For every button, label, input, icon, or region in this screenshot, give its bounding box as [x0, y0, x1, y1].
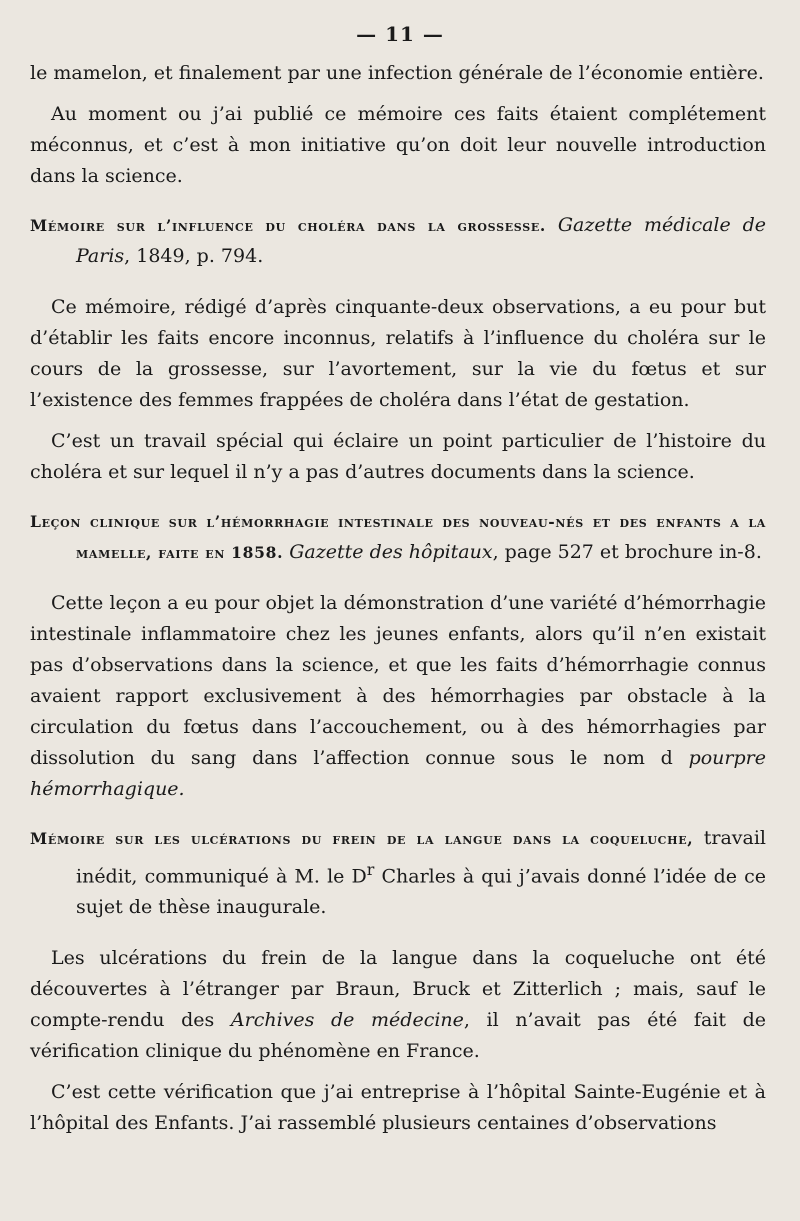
- entry-reference: , 1849, p. 794.: [124, 245, 264, 267]
- paragraph-cholera-summary: Ce mémoire, rédigé d’après cinquante-deux observations, a eu pour but d’établir les faits encore inconnus, relatifs à l’influence du choléra sur le cours de la grossesse, sur l’avortement, sur la vie du fœtus et sur l’existence des femmes frappées de choléra dans l’état de gestation.: [30, 296, 766, 411]
- entry-text: travail inédit, communiqué à M. le D: [76, 827, 766, 888]
- entry-heading-cholera: [30, 210, 766, 272]
- entry-title: Mémoire sur les ulcérations du frein de la langue dans la coqueluche,: [30, 829, 694, 848]
- entry-title: Leçon clinique sur l’hémorrhagie intestinale des nouveau-nés et des enfants a la mamelle, faite en 1858.: [30, 512, 766, 562]
- paragraph-publication-note: Au moment ou j’ai publié ce mémoire ces faits étaient complétement méconnus, et c’est à mon initiative qu’on doit leur nouvelle introduction dans la science.: [30, 103, 766, 187]
- paragraph-text: Cette leçon a eu pour objet la démonstration d’une variété d’hémorrhagie intestinale inflammatoire chez les jeunes enfants, alors qu’il n’en existait pas d’observations dans la science, et que les faits d’hémorrhagie connus avaient rapport exclusivement à des hémorrhagies par obstacle à la circulation du fœtus dans l’accouchement, ou à des hémorrhagies par dissolution du sang dans l’affection connue sous le nom d: [30, 592, 766, 769]
- page-number: — 11 —: [356, 22, 444, 46]
- italic-term: pourpre hémorrhagique.: [30, 747, 766, 800]
- paragraph-cholera-note: C’est un travail spécial qui éclaire un point particulier de l’histoire du choléra et sur lequel il n’y a pas d’autres documents dans la science.: [30, 430, 766, 483]
- paragraph-text-end: , il n’avait pas été fait de vérification clinique du phénomène en France.: [30, 1009, 766, 1063]
- entry-heading-ulcerations: [30, 823, 766, 923]
- page-body: [30, 58, 766, 1149]
- paragraph-hemorrhage-summary: [30, 588, 766, 805]
- entry-title: Mémoire sur l’influence du choléra dans la grossesse.: [30, 216, 547, 235]
- paragraph-verification: C’est cette vérification que j’ai entreprise à l’hôpital Sainte-Eugénie et à l’hôpital des Enfants. J’ai rassemblé plusieurs centaines d’observations: [30, 1081, 766, 1135]
- entry-heading-hemorrhage: [30, 506, 766, 568]
- entry-source: Gazette des hôpitaux: [289, 541, 493, 563]
- italic-journal: Archives de médecine: [230, 1009, 464, 1032]
- entry-text-end: Charles à qui j’avais donné l’idée de ce sujet de thèse inaugurale.: [76, 865, 767, 919]
- entry-reference: , page 527 et brochure in-8.: [492, 541, 762, 563]
- entry-superscript: r: [366, 860, 375, 879]
- entry-source: Gazette médicale de Paris: [76, 214, 766, 267]
- paragraph-continuation: le mamelon, et finalement par une infection générale de l’économie entière.: [30, 62, 764, 84]
- paragraph-text: Les ulcérations du frein de la langue dans la coqueluche ont été découvertes à l’étranger par Braun, Bruck et Zitterlich ; mais, sauf le compte-rendu des: [30, 947, 766, 1032]
- paragraph-ulcerations-summary: [30, 943, 766, 1067]
